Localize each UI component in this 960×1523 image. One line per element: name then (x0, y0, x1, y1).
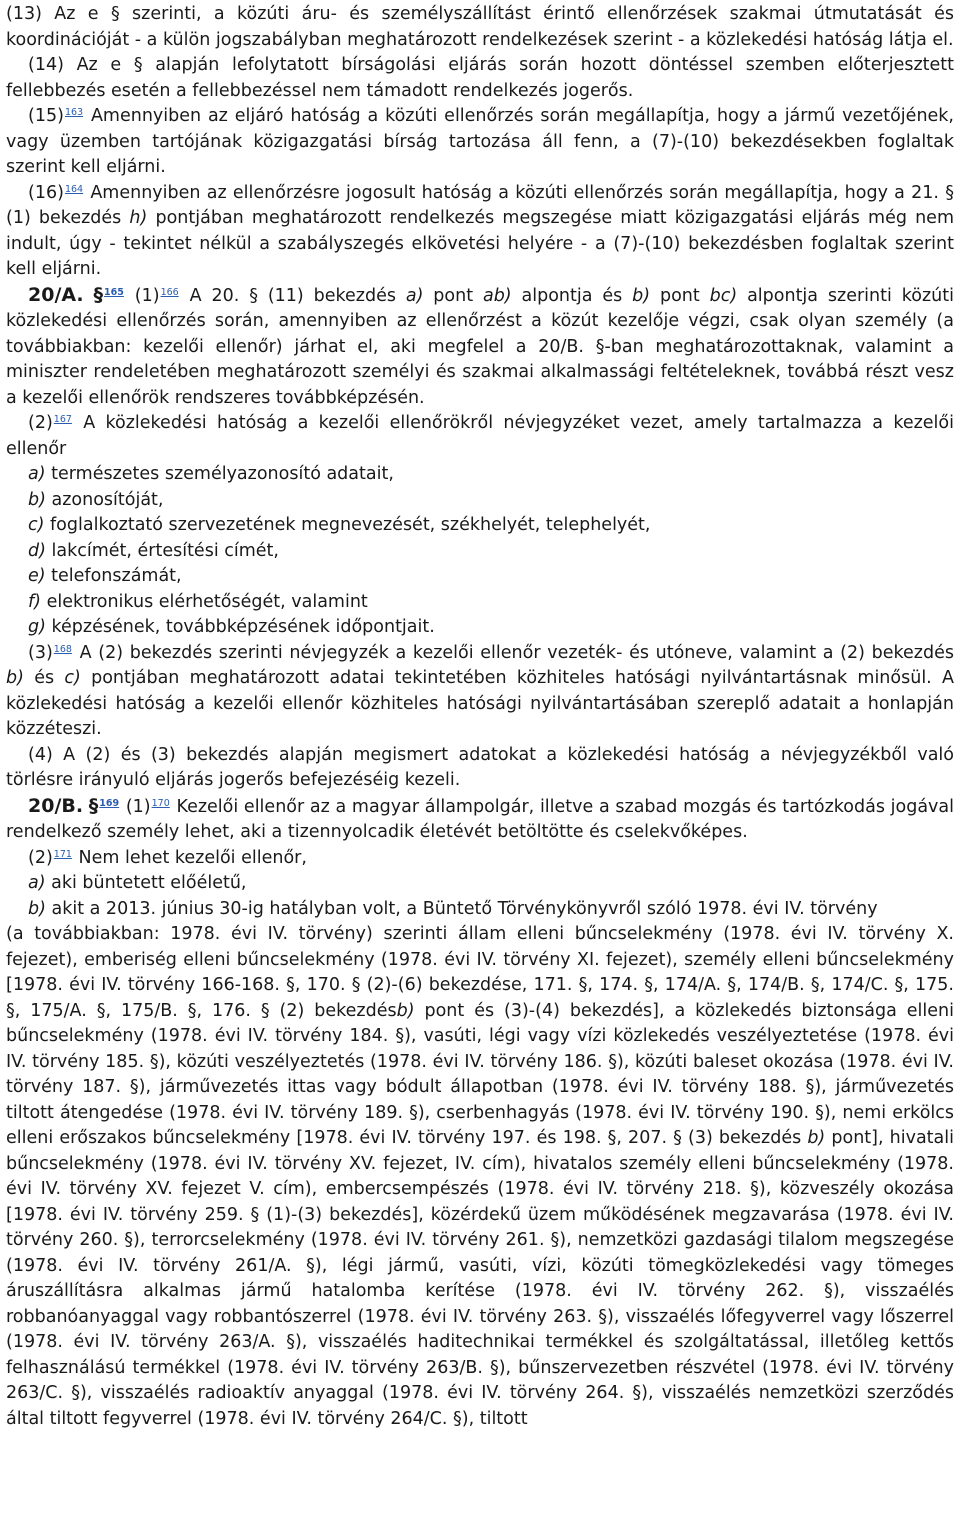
text-run: Amennyiben az ellenőrzésre jogosult hatóság a közúti ellenőrzés során megállapítja, hogy a 21. § (1) bekezdés (6, 182, 954, 228)
text-run: alpontja szerinti közúti közlekedési ellenőrzés során, amennyiben az ellenőrzést a közút kezelője végzi, csak olyan személy (a továbbiakban: kezelői ellenőr) járhat el, aki megfelel a 20/B. §-ban meghatározottaknak, valamint a miniszter rendeletében meghatározott személyi és szakmai alkalmassági feltételeknek, továbbá részt vesz a kezelői ellenőrök rendszeres továbbképzésén. (6, 285, 954, 408)
text-run: (4) A (2) és (3) bekezdés alapján megismert adatokat a közlekedési hatóság a névjegyzékből való törlésre irányuló eljárás jogerős befejezéséig kezeli. (6, 744, 954, 790)
point-label: a) (28, 873, 46, 893)
point-label: c) (64, 668, 81, 688)
text-run: (2) (28, 413, 53, 433)
section-number: 20/B. (28, 794, 84, 817)
paragraph (6, 794, 954, 846)
paragraph (6, 104, 954, 181)
paragraph (6, 641, 954, 743)
text-run: akit a 2013. június 30-ig hatályban volt, a Büntető Törvénykönyvről szóló 1978. évi IV. törvény (45, 898, 878, 919)
list-item (6, 462, 954, 488)
text-run: képzésének, továbbképzésének időpontjait. (45, 617, 435, 637)
point-label: b) (6, 668, 24, 688)
footnote-link[interactable]: 163 (64, 107, 84, 118)
text-run: alpontja és (511, 285, 633, 306)
point-label: bc) (709, 285, 738, 306)
footnote-link[interactable]: 170 (151, 797, 170, 809)
list-item (6, 564, 954, 590)
text-run: (15) (28, 106, 64, 126)
section-number: 20/A. (28, 283, 84, 306)
paragraph (6, 846, 954, 872)
text-run: (a továbbiakban: 1978. évi IV. törvény) szerinti állam elleni bűncselekmény (1978. évi IV. törvény X. fejezet), emberiség elleni bűncselekmény (1978. évi IV. törvény XI. fejezet), személy elleni bűncselekmény [1978. évi IV. törvény 166-168. §, 170. § (2)-(6) bekezdése, 171. §, 174. §, 174/A. §, 174/B. §, 174/C. §, 175. §, 175/A. §, 175/B. §, 176. § (2) bekezdés (6, 924, 954, 1021)
footnote-link[interactable]: 168 (53, 643, 72, 655)
list-item (6, 539, 954, 565)
text-run: aki büntetett előéletű, (45, 873, 247, 893)
text-run: A (2) bekezdés szerinti névjegyzék a kezelői ellenőr vezeték- és utóneve, valamint a (2) bekezdés (72, 642, 954, 663)
text-run (84, 286, 94, 306)
list-item (6, 615, 954, 641)
point-label: b) (28, 898, 46, 919)
list-item (6, 513, 954, 539)
point-label: f) (28, 591, 41, 612)
text-run: pontjában meghatározott adatai tekintetében közhiteles hatósági nyilvántartásnak minősül. A közlekedési hatóság a kezelői ellenőr közhiteles hatósági nyilvántartásában szereplő adatait a honlapján közzéteszi. (6, 668, 954, 739)
point-label: a) (28, 464, 46, 484)
text-run: A 20. § (11) bekezdés (179, 285, 406, 306)
text-run: (2) (28, 847, 53, 868)
list-item (6, 488, 954, 514)
footnote-link[interactable]: 164 (64, 183, 84, 195)
text-run: (3) (28, 642, 53, 663)
text-run: telefonszámát, (45, 566, 182, 586)
point-label: h) (129, 208, 148, 228)
text-run: elektronikus elérhetőségét, valamint (41, 591, 368, 612)
text-run: pontjában meghatározott rendelkezés megszegése miatt közigazgatási eljárás még nem indult, úgy - tekintet nélkül a szabályszegés elkövetési helyére - a (7)-(10) bekezdésben foglaltak szerint kell eljárni. (6, 208, 955, 279)
text-run: lakcímét, értesítési címét, (45, 540, 279, 561)
text-run: és (23, 668, 65, 688)
paragraph (6, 181, 954, 283)
text-run: természetes személyazonosító adatait, (45, 464, 394, 484)
text-run: pont (423, 285, 483, 306)
text-run: Nem lehet kezelői ellenőr, (72, 847, 307, 868)
text-run: (13) Az e § szerinti, a közúti áru- és személyszállítást érintő ellenőrzések szakmai útmutatását és koordinációját - a külön jogszabályban meghatározott rendelkezések szerint - a közlekedési hatóság látja el. (6, 4, 954, 50)
paragraph (6, 2, 954, 53)
point-label: b) (396, 1000, 415, 1021)
point-label: d) (28, 540, 46, 561)
text-run: A közlekedési hatóság a kezelői ellenőrökről névjegyzéket vezet, amely tartalmazza a kezelői ellenőr (6, 413, 954, 459)
text-run: pont (650, 285, 710, 306)
point-label: e) (28, 566, 46, 586)
text-run: pont], hivatali bűncselekmény (1978. évi IV. törvény XV. fejezet, IV. cím), hivatalos személy elleni bűncselekmény (1978. évi IV. törvény XV. fejezet V. cím), embercsempészés (1978. évi IV. törvény 218. §), közveszély okozása [1978. évi IV. törvény 259. § (1)-(3) bekezdés], közérdekű üzem működésének megzavarása (1978. évi IV. törvény 260. §), terrorcselekmény (1978. évi IV. törvény 261. §), nemzetközi gazdasági tilalom megszegése (1978. évi IV. törvény 261/A. §), légi jármű, vasúti, vízi, közúti tömegközlekedési vagy tömeges áruszállításra alkalmas jármű hatalomba kerítése (1978. évi IV. törvény 262. §), visszaélés robbanóanyaggal vagy robbantószerrel (1978. évi IV. törvény 263. §), visszaélés lőfegyverrel vagy lőszerrel (1978. évi IV. törvény 263/A. §), visszaélés haditechnikai termékkel és szolgáltatással, illetőleg kettős felhasználású termékkel (1978. évi IV. törvény 263/B. §), bűnszervezetben részvétel (1978. évi IV. törvény 263/C. §), visszaélés radioaktív anyaggal (1978. évi IV. törvény 264. §), visszaélés nemzetközi szerződés által tiltott fegyverrel (1978. évi IV. törvény 264/C. §), tiltott (6, 1128, 954, 1429)
footnote-link[interactable]: 171 (53, 848, 72, 860)
list-item (6, 897, 954, 923)
text-run: (14) Az e § alapján lefolytatott bírságolási eljárás során hozott döntéssel szemben előterjesztett fellebbezés esetén a fellebbezéssel nem támadott rendelkezés jogerős. (6, 55, 954, 101)
footnote-link[interactable]: 165 (104, 286, 124, 298)
section-number: § (88, 794, 99, 817)
list-item (6, 871, 954, 897)
paragraph (6, 743, 954, 794)
text-run: (1) (120, 796, 151, 817)
point-label: ab) (482, 285, 512, 306)
point-label: g) (28, 617, 46, 637)
section-number: § (93, 283, 104, 306)
point-label: c) (28, 515, 45, 535)
text-run: Kezelői ellenőr az a magyar állampolgár, illetve a szabad mozgás és tartózkodás jogával rendelkező személy lehet, aki a tizennyolcadik életévét betöltötte és cselekvőképes. (6, 796, 954, 842)
point-label: b) (807, 1128, 826, 1148)
footnote-link[interactable]: 166 (160, 286, 179, 298)
list-item (6, 590, 954, 616)
text-run: (1) (124, 285, 160, 306)
paragraph (6, 283, 954, 412)
text-run: azonosítóját, (45, 489, 164, 510)
text-run: Amennyiben az eljáró hatóság a közúti ellenőrzés során megállapítja, hogy a jármű vezetőjének, vagy üzemben tartójának közigazgatási bírság tartozása áll fenn, a (7)-(10) bekezdésekben foglaltak szerint kell eljárni. (6, 106, 954, 177)
point-label: b) (632, 285, 651, 306)
point-label: a) (405, 285, 424, 306)
text-run: pont és (3)-(4) bekezdés], a közlekedés biztonsága elleni bűncselekmény (1978. évi IV. törvény 184. §), vasúti, légi vagy vízi közlekedés veszélyeztetése (1978. évi IV. törvény 185. §), közúti veszélyeztetés (1978. évi IV. törvény 186. §), közúti baleset okozása (1978. évi IV. törvény 187. §), járművezetés ittas vagy bódult állapotban (1978. évi IV. törvény 188. §), járművezetés tiltott átengedése (1978. évi IV. törvény 189. §), cserbenhagyás (1978. évi IV. törvény 190. §), nemi erkölcs elleni erőszakos bűncselekmény [1978. évi IV. törvény 197. és 198. §, 207. § (3) bekezdés (6, 1000, 954, 1148)
footnote-link[interactable]: 167 (53, 414, 72, 425)
footnote-link[interactable]: 169 (99, 797, 120, 809)
point-label: b) (28, 489, 46, 510)
paragraph (6, 411, 954, 462)
paragraph (6, 53, 954, 104)
text-run: foglalkoztató szervezetének megnevezését, székhelyét, telephelyét, (44, 515, 651, 535)
paragraph (6, 922, 954, 1432)
text-run: (16) (28, 182, 64, 203)
